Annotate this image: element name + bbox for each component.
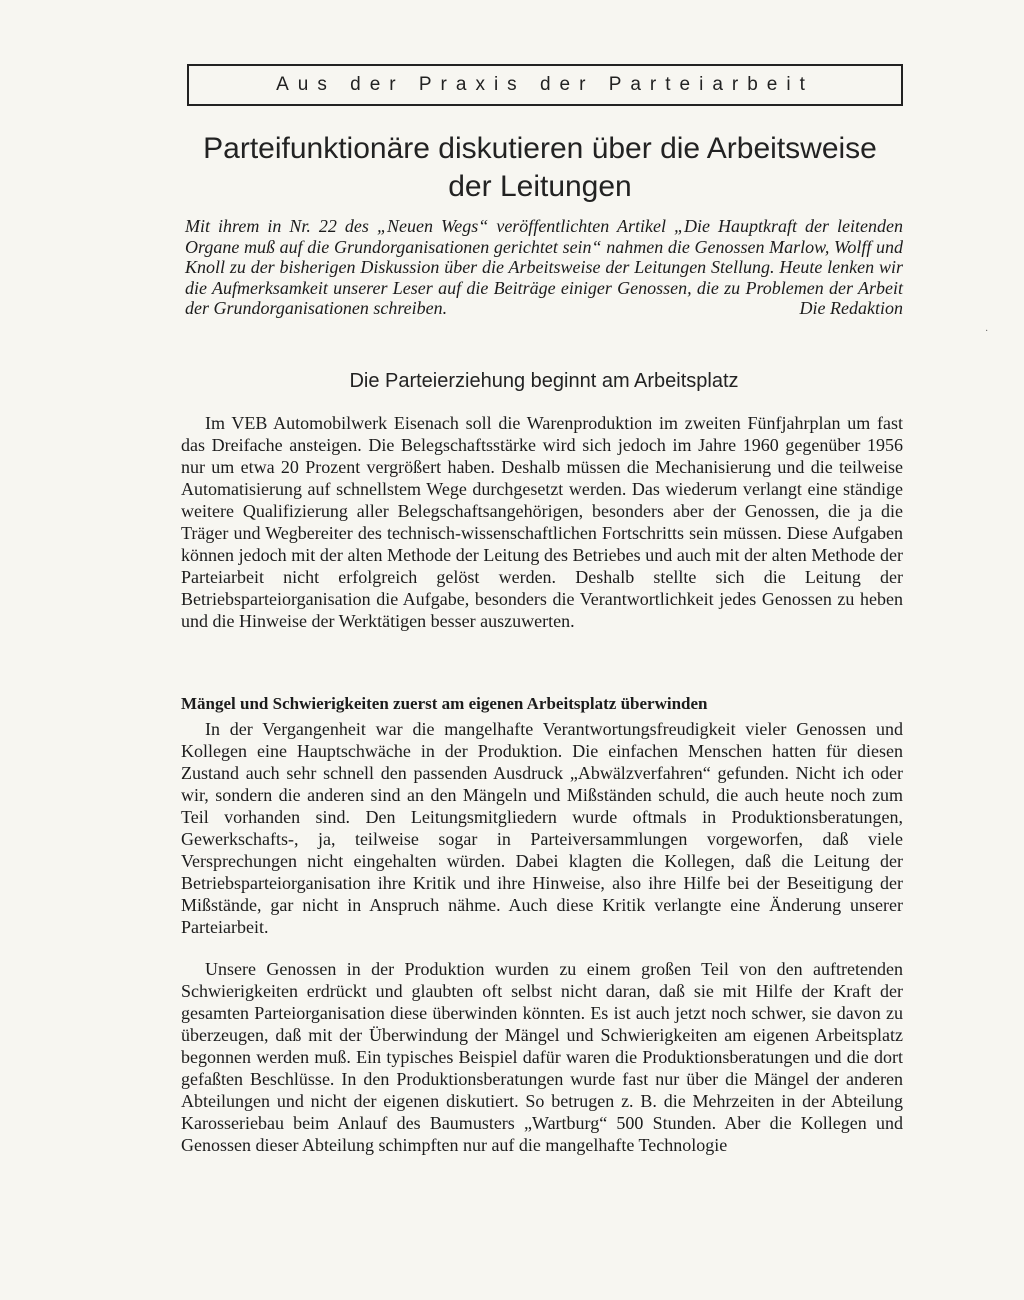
column-header: [187, 64, 903, 106]
subheading: Mängel und Schwierigkeiten zuerst am eigenen Arbeitsplatz überwinden: [181, 694, 708, 713]
article-title-line-2: der Leitungen: [448, 170, 632, 203]
article-title: [160, 130, 920, 206]
body-paragraph-3: Unsere Genossen in der Produktion wurden zu einem großen Teil von den auftretenden Schwierigkeiten erdrückt und glaubten oft selbst nicht daran, daß sie mit Hilfe der Kraft der gesamten Parteiorganisation diese überwinden könnten. Es ist auch jetzt noch schwer, sie davon zu überzeugen, daß mit der Überwindung der Mängel und Schwierigkeiten am eigenen Arbeitsplatz begonnen werden muß. Ein typisches Beispiel dafür waren die Produktionsberatungen und die dort gefaßten Beschlüsse. In den Produktionsberatungen wurde fast nur über die Mängel der anderen Abteilungen und nicht der eigenen diskutiert. So betrugen z. B. die Mehrzeiten in der Abteilung Karosseriebau beim Anlauf des Baumusters „Wartburg“ 500 Stunden. Aber die Kollegen und Genossen dieser Abteilung schimpften nur auf die mangelhafte Technologie: [181, 959, 903, 1155]
column-header-label: Aus der Praxis der Parteiarbeit: [276, 74, 814, 95]
body-paragraph-1: Im VEB Automobilwerk Eisenach soll die Warenproduktion im zweiten Fünfjahrplan um fast das Dreifache ansteigen. Die Belegschaftsstärke wird sich jedoch im Jahre 1960 gegenüber 1956 nur um etwa 20 Prozent vergrößert haben. Deshalb müssen die Mechanisierung und die teilweise Automatisierung auf schnellstem Wege durchgesetzt werden. Das wiederum verlangt eine ständige weitere Qualifizierung aller Belegschaftsangehörigen, besonders aber der Genossen, die ja die Träger und Wegbereiter des technisch-wissenschaftlichen Fortschritts sein müssen. Diese Aufgaben können jedoch mit der alten Methode der Leitung des Betriebes und auch mit der alten Methode der Parteiarbeit nicht erfolgreich gelöst werden. Deshalb stellte sich die Leitung der Betriebsparteiorganisation die Aufgabe, besonders die Verantwortlichkeit jedes Genossen zu heben und die Hinweise der Werktätigen besser auszuwerten.: [181, 413, 903, 631]
section-title: Die Parteierziehung beginnt am Arbeitsplatz: [349, 370, 739, 392]
body-paragraph-2: In der Vergangenheit war die mangelhafte Verantwortungsfreudigkeit vieler Genossen und Kollegen eine Hauptschwäche in der Produktion. Die einfachen Menschen hatten für diesen Zustand auch sehr schnell den passenden Ausdruck „Abwälzverfahren“ gefunden. Nicht ich oder wir, sondern die anderen sind an den Mängeln und Mißständen schuld, die auch heute noch zum Teil vorhanden sind. Den Leitungsmitgliedern wurde oftmals in Produktionsberatungen, Gewerkschafts-, ja, teilweise sogar in Parteiversammlungen vorgeworfen, daß viele Versprechungen nicht eingehalten würden. Dabei klagten die Kollegen, daß die Leitung der Betriebsparteiorganisation ihre Kritik und ihre Hinweise, also ihre Hilfe bei der Beseitigung der Mißstände, gar nicht in Anspruch nähme. Auch diese Kritik verlangte eine Änderung unserer Parteiarbeit.: [181, 719, 903, 937]
intro-signature: Die Redaktion: [799, 298, 903, 318]
intro-text: Mit ihrem in Nr. 22 des „Neuen Wegs“ veröffentlichten Artikel „Die Hauptkraft der leitenden Organe muß auf die Grundorganisationen gerichtet sein“ nahmen die Genossen Marlow, Wolff und Knoll zu der bisherigen Diskussion über die Arbeitsweise der Leitungen Stellung. Heute lenken wir die Aufmerksamkeit unserer Leser auf die Beiträge einiger Genossen, die zu Problemen der Arbeit der Grundorganisationen schreiben.: [185, 216, 903, 318]
margin-mark: ·: [985, 326, 989, 337]
editorial-intro: [185, 216, 903, 319]
article-title-line-1: Parteifunktionäre diskutieren über die Arbeitsweise: [203, 132, 877, 165]
